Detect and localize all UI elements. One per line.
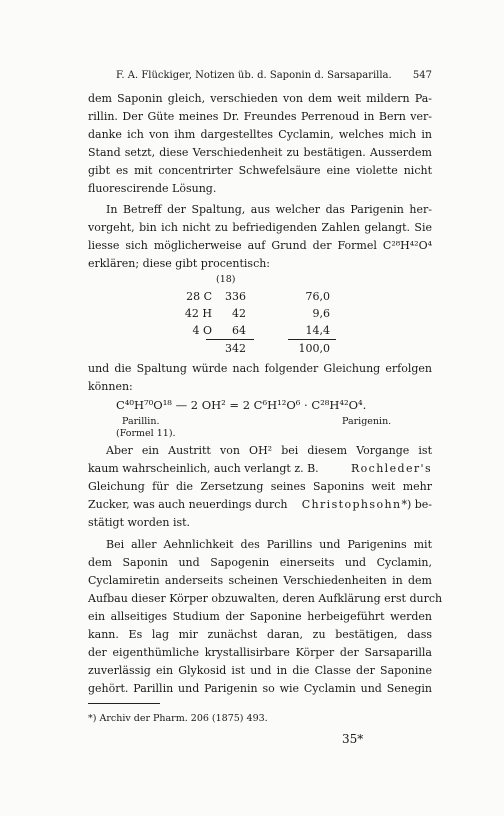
equation-label-parigenin: Parigenin. <box>342 416 392 427</box>
text-line: vorgeht, bin ich nicht zu befriedigenden Zahlen gelangt. Sie <box>88 221 432 234</box>
text-line: und die Spaltung würde nach folgender Gleichung erfolgen <box>88 362 432 375</box>
table-cell-percent: 14,4 <box>305 324 330 337</box>
text-line: Bei aller Aehnlichkeit des Parillins und Parigenins mit <box>106 538 432 551</box>
text-line: gibt es mit concentrirter Schwefelsäure eine violette nicht <box>88 164 432 177</box>
text-line <box>88 462 432 476</box>
footnote: *) Archiv der Pharm. 206 (1875) 493. <box>88 713 268 724</box>
table-total-percent: 100,0 <box>298 342 330 355</box>
text-line: ein allseitiges Studium der Saponine herbeigeführt werden <box>88 610 432 623</box>
text-line: erklären; diese gibt procentisch: <box>88 257 271 270</box>
table-heading: (18) <box>216 274 236 285</box>
text-line: gehört. Parillin und Parigenin so wie Cyclamin und Senegin <box>88 682 432 695</box>
text-line: Aber ein Austritt von OH² bei diesem Vorgange ist <box>106 444 432 457</box>
text-line <box>88 498 432 512</box>
reaction-equation: C⁴⁰H⁷⁰O¹⁸ — 2 OH² = 2 C⁶H¹²O⁶ · C²⁸H⁴²O⁴. <box>116 398 367 412</box>
text-line: Cyclamiretin anderseits scheinen Verschiedenheiten in dem <box>88 574 432 587</box>
text-line: kann. Es lag mir zunächst daran, zu bestätigen, dass <box>88 628 432 641</box>
table-cell-percent: 76,0 <box>305 290 330 303</box>
sum-rule <box>206 339 254 340</box>
sum-rule <box>288 339 336 340</box>
text-line: dem Saponin und Sapogenin einerseits und Cyclamin, <box>88 556 432 569</box>
running-header <box>116 70 432 81</box>
table-cell-atoms: 4 O <box>192 324 212 337</box>
text-line: rillin. Der Güte meines Dr. Freundes Perrenoud in Bern ver- <box>88 110 432 123</box>
equation-label-formula: (Formel 11). <box>116 428 176 439</box>
citation-fragment <box>302 498 432 512</box>
table-cell-mass: 336 <box>225 290 246 303</box>
running-title: F. A. Flückiger, Notizen üb. d. Saponin d. Sarsaparilla. <box>116 70 392 81</box>
text-line: Stand setzt, diese Verschiedenheit zu bestätigen. Ausserdem <box>88 146 432 159</box>
footnote-rule <box>88 703 160 704</box>
table-cell-atoms: 42 H <box>184 307 212 320</box>
text-line: Gleichung für die Zersetzung seines Saponins weit mehr <box>88 480 432 493</box>
text-line: danke ich von ihm dargestelltes Cyclamin, welches mich in <box>88 128 432 141</box>
footnote-ref: *) be- <box>401 498 432 511</box>
page-number: 547 <box>412 70 432 81</box>
text-fragment: kaum wahrscheinlich, auch verlangt z. B. <box>88 462 319 475</box>
table-cell-atoms: 28 C <box>186 290 212 303</box>
text-line: In Betreff der Spaltung, aus welcher das Parigenin her- <box>106 203 432 216</box>
table-total-mass: 342 <box>225 342 246 355</box>
text-line: dem Saponin gleich, verschieden von dem weit mildern Pa- <box>88 92 432 105</box>
author-name-rochleder: Rochleder's <box>350 462 432 475</box>
text-line: liesse sich möglicherweise auf Grund der Formel C²⁸H⁴²O⁴ <box>88 239 432 252</box>
signature-mark: 35* <box>342 732 364 746</box>
text-line: zuverlässig ein Glykosid ist und in die Classe der Saponine <box>88 664 432 677</box>
text-fragment: Zucker, was auch neuerdings durch <box>88 498 288 511</box>
table-cell-mass: 64 <box>232 324 246 337</box>
text-line: können: <box>88 380 133 393</box>
equation-label-parillin: Parillin. <box>122 416 160 427</box>
text-line: der eigenthümliche krystallisirbare Körper der Sarsaparilla <box>88 646 432 659</box>
table-cell-percent: 9,6 <box>312 307 330 320</box>
table-cell-mass: 42 <box>232 307 246 320</box>
author-name-christophsohn: Christophsohn <box>301 498 402 511</box>
text-line: fluorescirende Lösung. <box>88 182 217 195</box>
text-line: Aufbau dieser Körper obzuwalten, deren Aufklärung erst durch <box>88 592 443 605</box>
text-line: stätigt worden ist. <box>88 516 191 529</box>
